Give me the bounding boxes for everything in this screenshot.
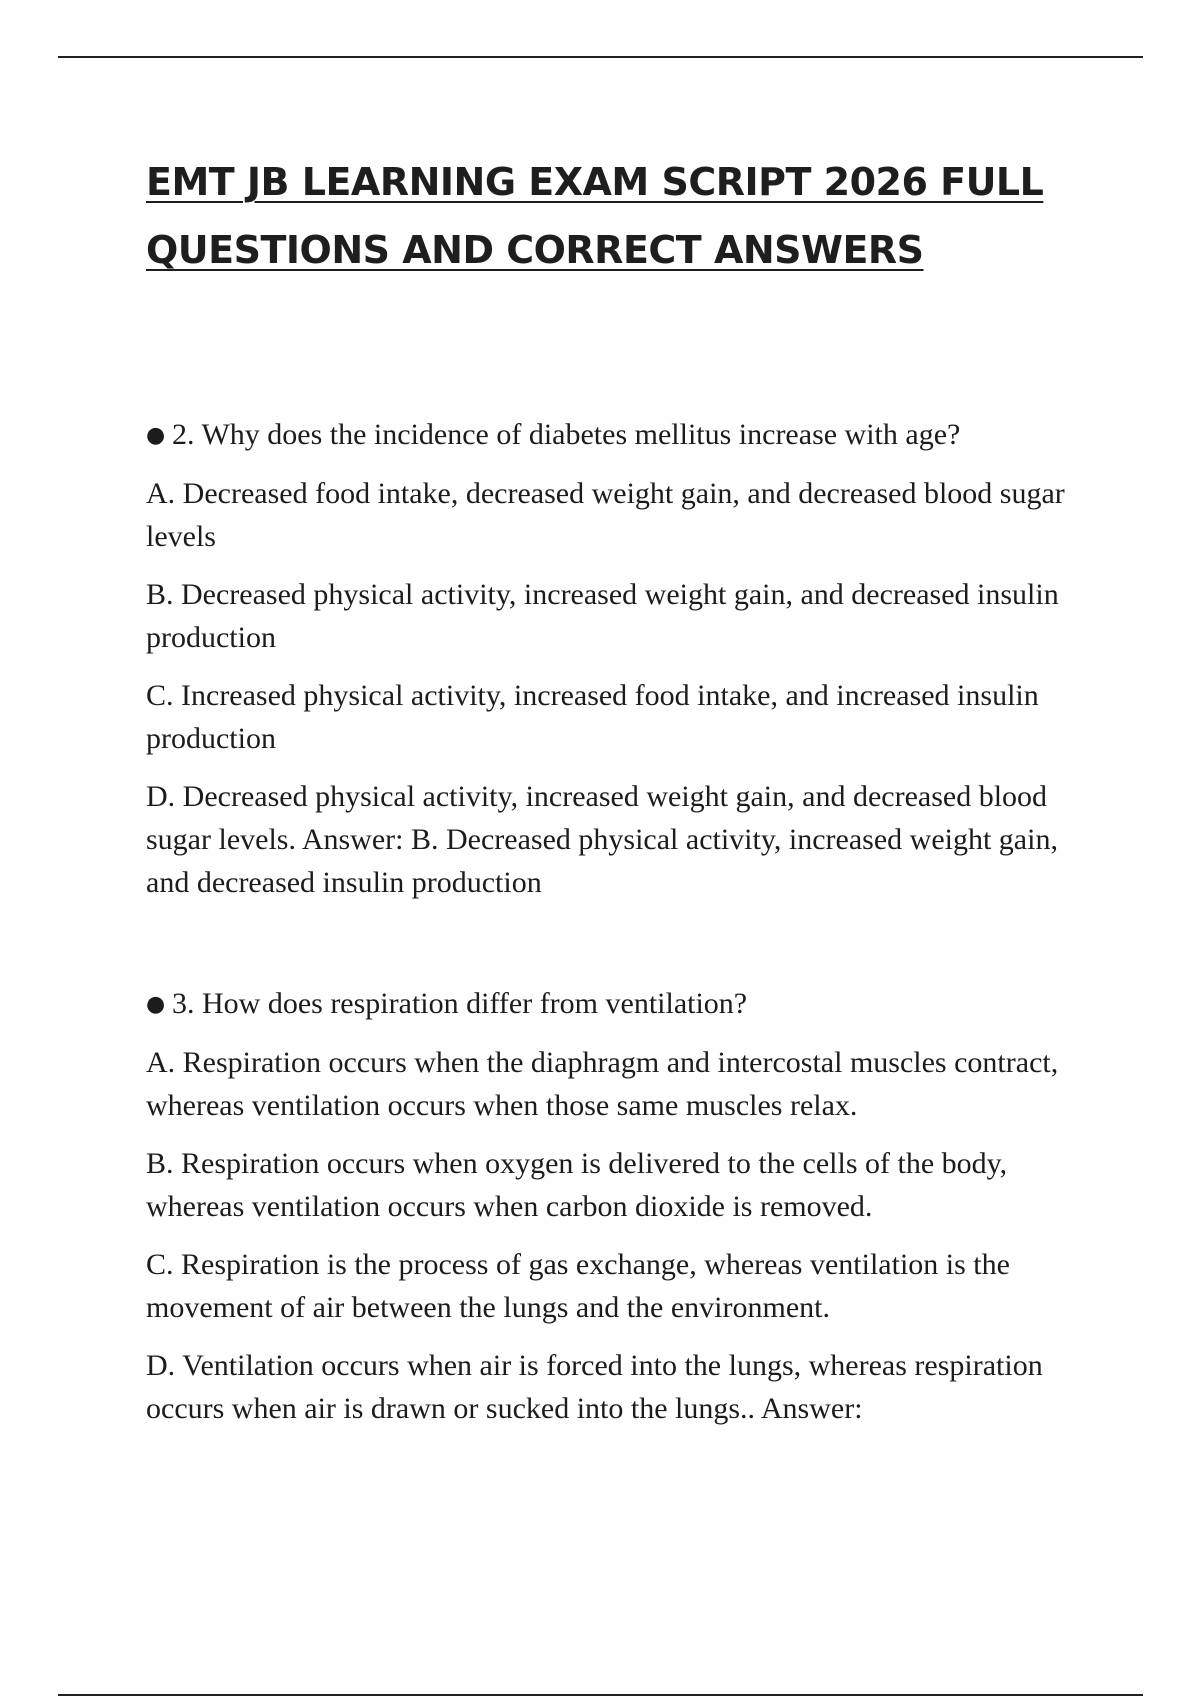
answer-option-a: A. Decreased food intake, decreased weight gain, and decreased blood sugar levels	[146, 477, 1065, 553]
top-divider	[58, 56, 1143, 58]
answer-option-d: D. Ventilation occurs when air is forced into the lungs, whereas respiration occurs when air is drawn or sucked into the lungs.. Answer:	[146, 1349, 1043, 1425]
bottom-divider	[58, 1694, 1143, 1696]
answer-option-b: B. Decreased physical activity, increased weight gain, and decreased insulin production	[146, 578, 1059, 654]
correct-answer: B. Decreased physical activity, increased weight gain, and decreased insulin production	[146, 823, 1058, 899]
page-title	[146, 148, 1086, 284]
answer-label: Answer:	[760, 1392, 863, 1425]
question-prompt: ● 2. Why does the incidence of diabetes mellitus increase with age?	[146, 413, 1086, 457]
title-line-2: QUESTIONS AND CORRECT ANSWERS	[146, 228, 924, 272]
question-prompt: ● 3. How does respiration differ from ventilation?	[146, 982, 1086, 1026]
question-block	[146, 982, 1086, 1445]
answer-option-b: B. Respiration occurs when oxygen is delivered to the cells of the body, whereas ventilation occurs when carbon dioxide is removed.	[146, 1147, 1008, 1223]
answer-label: Answer:	[301, 823, 404, 856]
answer-option-c: C. Increased physical activity, increased food intake, and increased insulin production	[146, 679, 1039, 755]
answer-option-a: A. Respiration occurs when the diaphragm and intercostal muscles contract, whereas ventilation occurs when those same muscles relax.	[146, 1046, 1059, 1122]
question-block	[146, 413, 1086, 919]
bullet-icon: ●	[146, 423, 166, 448]
answer-option-c: C. Respiration is the process of gas exchange, whereas ventilation is the movement of air between the lungs and the environment.	[146, 1248, 1010, 1324]
title-line-1: EMT JB LEARNING EXAM SCRIPT 2026 FULL	[146, 160, 1044, 204]
answer-option-d: D. Decreased physical activity, increased weight gain, and decreased blood sugar levels. Answer: B. Decreased physical activity, increased weight gain, and decreased insulin production	[146, 780, 1058, 899]
bullet-icon: ●	[146, 992, 166, 1017]
